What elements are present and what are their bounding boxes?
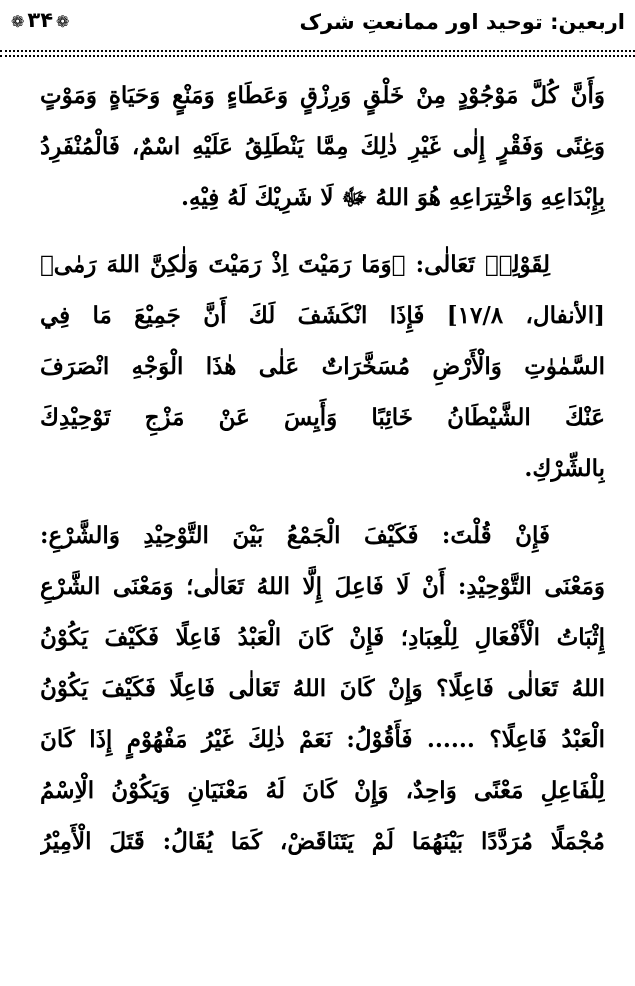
text-line: الْعَبْدُ فَاعِلًا؟ ...... فَأَقُوْلُ: نَعَمْ ذٰلِكَ غَيْرُ مَفْهُوْمٍ إِذَا كَانَ — [40, 726, 605, 753]
text-line: فَإِنْ قُلْتَ: فَكَيْفَ الْجَمْعُ بَيْنَ التَّوْحِيْدِ وَالشَّرْعِ: — [40, 522, 550, 549]
paragraph-gap — [40, 494, 605, 510]
text-line: السَّمٰوٰتِ وَالْأَرْضِ مُسَخَّرَاتٌ عَلٰى هٰذَا الْوَجْهِ انْصَرَفَ — [40, 353, 605, 380]
page-body — [40, 70, 605, 867]
page-number: ۳۴ — [27, 8, 54, 32]
header-divider-bottom — [0, 55, 635, 57]
text-line: بِالشِّرْكِ. — [524, 455, 605, 482]
paragraph — [40, 510, 605, 867]
running-title: اربعین: توحید اور ممانعتِ شرک — [299, 10, 625, 34]
header-divider-top — [0, 50, 635, 52]
paragraph — [40, 239, 605, 494]
text-line: وَغِنًى وَفَقْرٍ إِلٰى غَيْرِ ذٰلِكَ مِمَّا يَنْطَلِقُ عَلَيْهِ اسْمٌ، فَالْمُنْفَرِدُ — [40, 133, 605, 160]
text-line: لِقَوْلِهٖ تَعَالٰى: ﴿وَمَا رَمَيْتَ اِذْ رَمَيْتَ وَلٰكِنَّ اللهَ رَمٰى﴾ — [40, 251, 550, 278]
text-line: بِإِبْدَاعِهِ وَاخْتِرَاعِهِ هُوَ اللهُ ﷻ لَا شَرِيْكَ لَهُ فِيْهِ. — [181, 184, 605, 211]
text-line: عَنْكَ الشَّيْطَانُ خَائِبًا وَأَيِسَ عَنْ مَزْجِ تَوْحِيْدِكَ — [40, 404, 605, 431]
text-line: مُجْمَلًا مُرَدَّدًا بَيْنَهُمَا لَمْ يَتَنَاقَضْ، كَمَا يُقَالُ: قَتَلَ الْأَمِيْرُ — [40, 828, 605, 855]
text-line: لِلْفَاعِلِ مَعْنًى وَاحِدٌ، وَإِنْ كَانَ لَهُ مَعْنَيَانِ وَيَكُوْنُ الْاِسْمُ — [40, 777, 605, 804]
paragraph-gap — [40, 223, 605, 239]
text-line: وَأَنَّ كُلَّ مَوْجُوْدٍ مِنْ خَلْقٍ وَرِزْقٍ وَعَطَاءٍ وَمَنْعٍ وَحَيَاةٍ وَمَوْتٍ — [40, 82, 605, 109]
ornament-right-icon: ❁ — [56, 12, 70, 31]
text-line: وَمَعْنَى التَّوْحِيْدِ: أَنْ لَا فَاعِلَ إِلَّا اللهُ تَعَالٰى؛ وَمَعْنَى الشَّرْعِ — [40, 573, 605, 600]
text-line: إِثْبَاتُ الْأَفْعَالِ لِلْعِبَادِ؛ فَإِنْ كَانَ الْعَبْدُ فَاعِلًا فَكَيْفَ يَكُوْنُ — [40, 624, 605, 651]
paragraph — [40, 70, 605, 223]
text-line: [الأنفال، ١٧/٨] فَإِذَا انْكَشَفَ لَكَ أَنَّ جَمِيْعَ مَا فِي — [40, 302, 605, 329]
ornament-left-icon: ❁ — [11, 12, 25, 31]
page-number-block — [8, 8, 72, 32]
page-header — [0, 0, 635, 52]
text-line: اللهُ تَعَالٰى فَاعِلًا؟ وَإِنْ كَانَ اللهُ تَعَالٰى فَاعِلًا فَكَيْفَ يَكُوْنُ — [40, 675, 605, 702]
